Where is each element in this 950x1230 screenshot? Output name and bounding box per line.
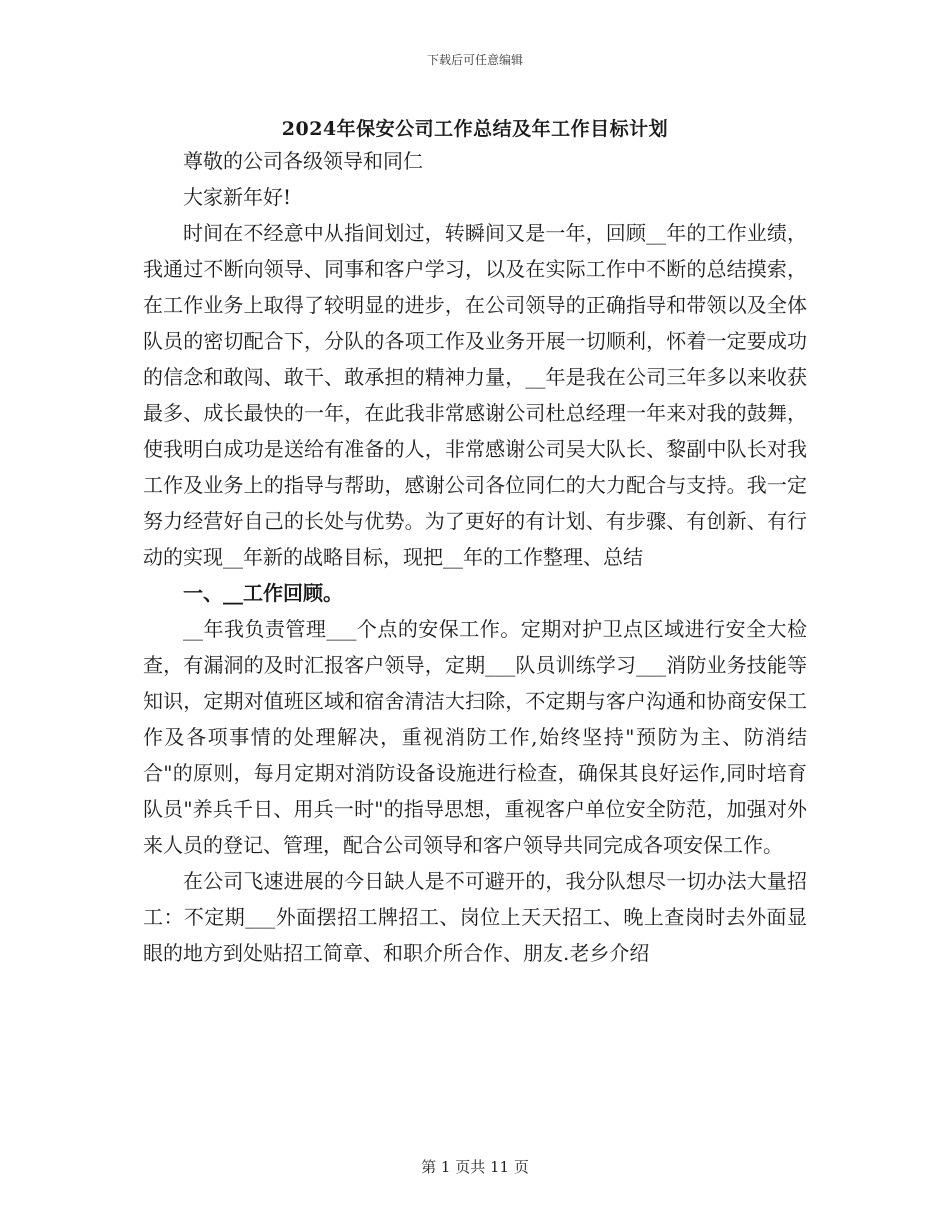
document-body [143, 143, 807, 971]
work-review-paragraph: __年我负责管理___个点的安保工作。定期对护卫点区域进行安全大检查，有漏洞的及时汇报客户领导，定期___队员训练学习___消防业务技能等知识，定期对值班区域和宿舍清洁大扫除，不定期与客户沟通和协商安保工作及各项事情的处理解决，重视消防工作,始终坚持"预防为主、防消结合"的原则，每月定期对消防设备设施进行检查，确保其良好运作,同时培育队员"养兵千日、用兵一时"的指导思想，重视客户单位安全防范，加强对外来人员的登记、管理，配合公司领导和客户领导共同完成各项安保工作。 [143, 617, 807, 857]
intro-paragraph: 时间在不经意中从指间划过，转瞬间又是一年，回顾__年的工作业绩，我通过不断向领导、同事和客户学习，以及在实际工作中不断的总结摸索，在工作业务上取得了较明显的进步，在公司领导的正确指导和带领以及全体队员的密切配合下，分队的各项工作及业务开展一切顺利，怀着一定要成功的信念和敢闯、敢干、敢承担的精神力量，__年是我在公司三年多以来收获最多、成长最快的一年，在此我非常感谢公司杜总经理一年来对我的鼓舞，使我明白成功是送给有准备的人，非常感谢公司吴大队长、黎副中队长对我工作及业务上的指导与帮助，感谢公司各位同仁的大力配合与支持。我一定努力经营好自己的长处与优势。为了更好的有计划、有步骤、有创新、有行动的实现__年新的战略目标，现把__年的工作整理、总结 [143, 221, 807, 569]
salutation: 尊敬的公司各级领导和同仁 [183, 149, 423, 173]
section-heading: 一、__工作回顾。 [183, 581, 343, 605]
page-header-note: 下载后可任意编辑 [426, 53, 523, 67]
document-title: 2024年保安公司工作总结及年工作目标计划 [281, 118, 669, 140]
recruitment-paragraph: 在公司飞速进展的今日缺人是不可避开的，我分队想尽一切办法大量招工：不定期___外面摆招工牌招工、岗位上天天招工、晚上查岗时去外面显眼的地方到处贴招工简章、和职介所合作、朋友.老乡介绍 [143, 869, 807, 965]
page-number: 第 1 页共 11 页 [421, 1158, 529, 1176]
greeting: 大家新年好! [183, 185, 292, 209]
